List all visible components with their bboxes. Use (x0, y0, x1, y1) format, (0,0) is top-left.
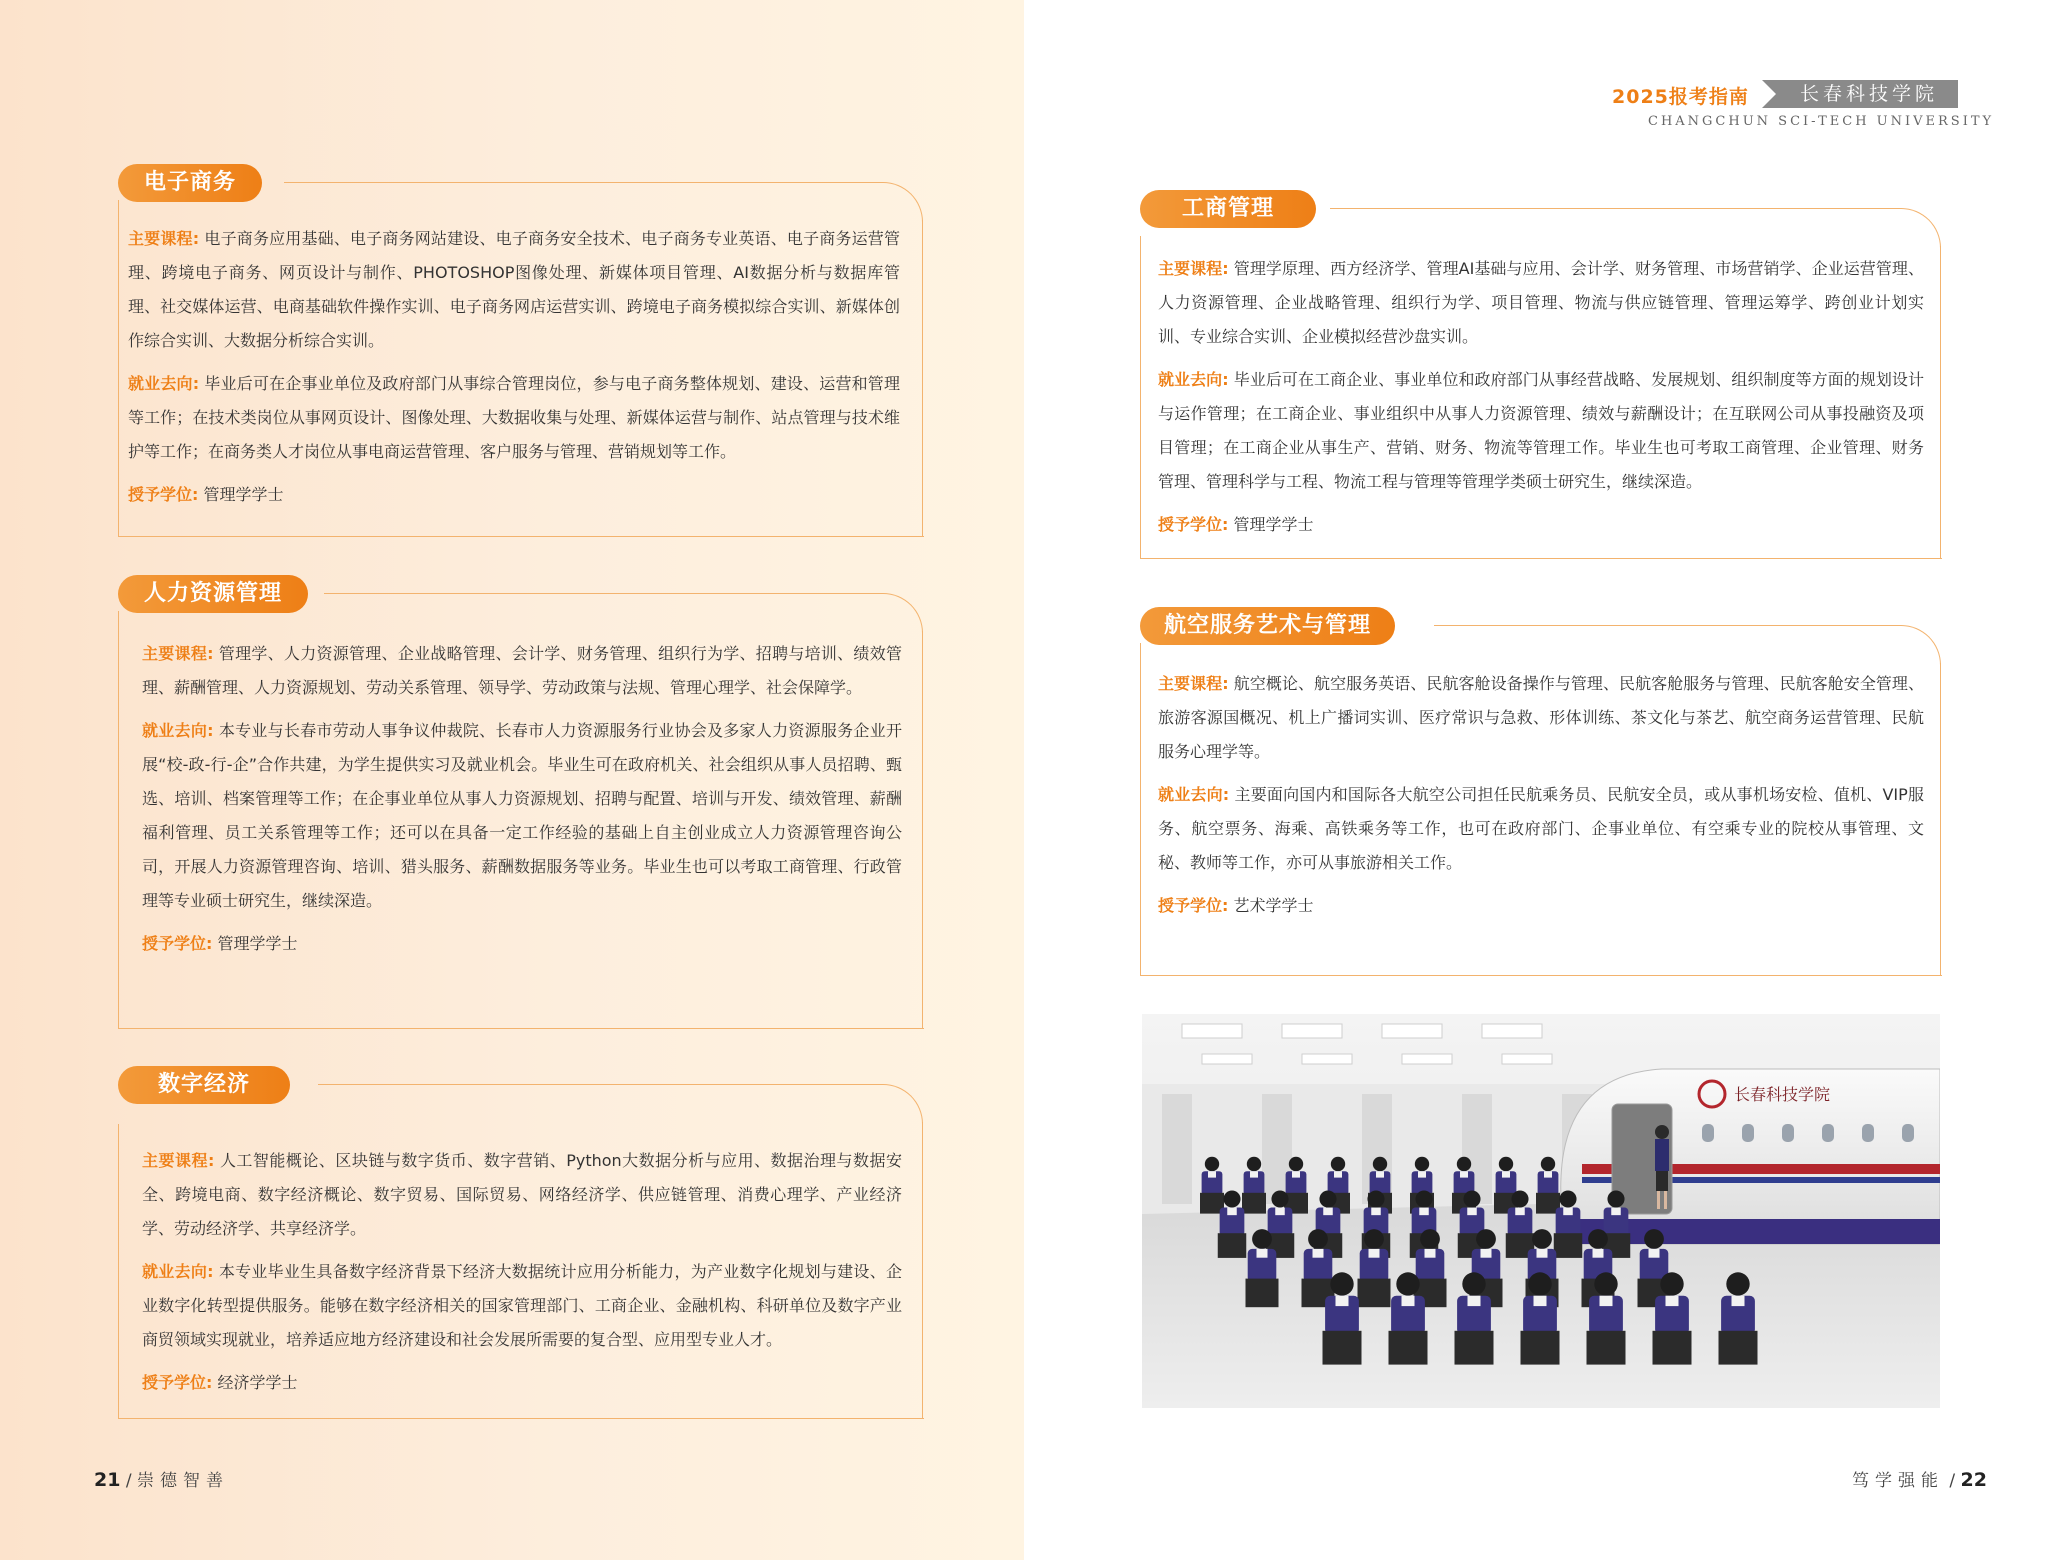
chair (1455, 1331, 1494, 1365)
student-head (1415, 1157, 1429, 1171)
chair (1521, 1331, 1560, 1365)
student-collar (1376, 1171, 1384, 1177)
degree-text: 管理学学士 (217, 934, 298, 953)
career-label: 就业去向: (142, 721, 214, 740)
student-collar (1732, 1296, 1745, 1306)
student-collar (1666, 1296, 1679, 1306)
student-head (1308, 1229, 1328, 1249)
frame-right (922, 631, 923, 1028)
frame-left (1140, 236, 1141, 558)
frame-bottom (118, 1028, 924, 1029)
student-collar (1502, 1171, 1510, 1177)
major-ecommerce (118, 164, 924, 538)
career-text: 毕业后可在企事业单位及政府部门从事综合管理岗位，参与电子商务整体规划、建设、运营和管理等工作；在技术类岗位从事网页设计、图像处理、大数据收集与处理、新媒体运营与制作、站点管理与技术维护等工作；在商务类人才岗位从事电商运营管理、客户服务与管理、营销规划等工作。 (128, 374, 900, 461)
training-scene-illustration (1142, 1014, 1940, 1408)
student-head (1594, 1272, 1617, 1295)
student-collar (1593, 1249, 1604, 1258)
chair (1587, 1331, 1626, 1365)
school-name: 长春科技学院 (1800, 83, 1939, 105)
student-collar (1371, 1208, 1381, 1216)
student-head (1511, 1190, 1528, 1207)
student-head (1607, 1190, 1624, 1207)
student-head (1373, 1157, 1387, 1171)
frame-right (922, 220, 923, 536)
student-collar (1313, 1249, 1324, 1258)
degree-label: 授予学位: (142, 1373, 213, 1392)
student-collar (1369, 1249, 1380, 1258)
courses-label: 主要课程: (1158, 259, 1229, 278)
student-head (1364, 1229, 1384, 1249)
major-title: 航空服务艺术与管理 (1140, 607, 1395, 645)
degree-text: 管理学学士 (1233, 515, 1314, 534)
student-head (1559, 1190, 1576, 1207)
career-label: 就业去向: (142, 1262, 214, 1281)
major-body (1158, 252, 1924, 551)
career-para (142, 1255, 902, 1357)
student-collar (1460, 1171, 1468, 1177)
courses-text: 电子商务应用基础、电子商务网站建设、电子商务安全技术、电子商务专业英语、电子商务运营管理、跨境电子商务、网页设计与制作、PHOTOSHOP图像处理、新媒体项目管理、AI数据分析与数据库管理、社交媒体运营、电商基础软件操作实训、电子商务网店运营实训、跨境电子商务模拟综合实训、新媒体创作综合实训、大数据分析综合实训。 (128, 229, 900, 350)
degree-label: 授予学位: (128, 485, 199, 504)
student-head (1726, 1272, 1749, 1295)
courses-para (142, 637, 902, 705)
career-text: 本专业毕业生具备数字经济背景下经济大数据统计应用分析能力，为产业数字化规划与建设、企业数字化转型提供服务。能够在数字经济相关的国家管理部门、工商企业、金融机构、科研单位及数字产业商贸领域实现就业，培养适应地方经济建设和社会发展所需要的复合型、应用型专业人才。 (142, 1262, 902, 1349)
courses-label: 主要课程: (142, 644, 214, 663)
student-head (1252, 1229, 1272, 1249)
degree-para (142, 1366, 902, 1400)
frame-top (324, 593, 923, 634)
right-motto: 笃学强能 (1852, 1471, 1944, 1491)
courses-text: 管理学、人力资源管理、企业战略管理、会计学、财务管理、组织行为学、招聘与培训、绩效管理、薪酬管理、人力资源规划、劳动关系管理、领导学、劳动政策与法规、管理心理学、社会保障学。 (142, 644, 902, 697)
student-collar (1336, 1296, 1349, 1306)
student-head (1247, 1157, 1261, 1171)
student-collar (1611, 1208, 1621, 1216)
courses-para (128, 222, 900, 358)
student-collar (1467, 1208, 1477, 1216)
student-collar (1534, 1296, 1547, 1306)
student-head (1396, 1272, 1419, 1295)
chair (1653, 1331, 1692, 1365)
degree-text: 经济学学士 (217, 1373, 298, 1392)
student-head (1420, 1229, 1440, 1249)
career-text: 本专业与长春市劳动人事争议仲裁院、长春市人力资源服务行业协会及多家人力资源服务企业开展“校-政-行-企”合作共建，为学生提供实习及就业机会。毕业生可在政府机关、社会组织从事人员招聘、甄选、培训、档案管理等工作；在企事业单位从事人力资源规划、招聘与配置、培训与开发、绩效管理、薪酬福利管理、员工关系管理等工作；还可以在具备一定工作经验的基础上自主创业成立人力资源管理咨询公司，开展人力资源管理咨询、培训、猎头服务、薪酬数据服务等业务。毕业生也可以考取工商管理、行政管理等专业硕士研究生，继续深造。 (142, 721, 902, 910)
career-label: 就业去向: (1158, 785, 1230, 804)
career-label: 就业去向: (1158, 370, 1229, 389)
student-collar (1563, 1208, 1573, 1216)
student-collar (1275, 1208, 1285, 1216)
frame-right (1940, 246, 1941, 558)
student-collar (1544, 1171, 1552, 1177)
chair (1389, 1331, 1428, 1365)
frame-top (318, 1084, 923, 1125)
student-head (1289, 1157, 1303, 1171)
chair (1323, 1331, 1362, 1365)
student-collar (1481, 1249, 1492, 1258)
frame-left (118, 1124, 119, 1418)
student-head (1271, 1190, 1288, 1207)
student-head (1541, 1157, 1555, 1171)
frame-left (118, 611, 119, 1028)
student-head (1660, 1272, 1683, 1295)
student-collar (1425, 1249, 1436, 1258)
degree-text: 管理学学士 (203, 485, 284, 504)
student-head (1588, 1229, 1608, 1249)
frame-right (1940, 663, 1941, 975)
major-title: 电子商务 (118, 164, 262, 202)
frame-bottom (118, 1418, 924, 1419)
frame-left (118, 200, 119, 536)
chair (1242, 1193, 1266, 1214)
degree-para (128, 478, 900, 512)
degree-label: 授予学位: (1158, 896, 1229, 915)
major-body (142, 1144, 902, 1409)
courses-label: 主要课程: (142, 1151, 215, 1170)
chair (1554, 1233, 1583, 1258)
student-collar (1468, 1296, 1481, 1306)
career-para (1158, 363, 1924, 499)
major-aviation (1140, 607, 1942, 977)
chair (1358, 1279, 1391, 1308)
student-head (1223, 1190, 1240, 1207)
student-head (1457, 1157, 1471, 1171)
student-head (1330, 1272, 1353, 1295)
student-collar (1323, 1208, 1333, 1216)
cabin-training-photo (1142, 1014, 1940, 1408)
student-head (1532, 1229, 1552, 1249)
student-collar (1250, 1171, 1258, 1177)
major-body (142, 637, 902, 970)
major-digital-economy (118, 1066, 924, 1420)
major-title: 工商管理 (1140, 190, 1316, 228)
career-para (1158, 778, 1924, 880)
degree-text: 艺术学学士 (1233, 896, 1314, 915)
courses-para (1158, 667, 1924, 769)
courses-para (1158, 252, 1924, 354)
student-collar (1537, 1249, 1548, 1258)
major-business-admin (1140, 190, 1942, 560)
frame-bottom (1140, 975, 1942, 976)
student-collar (1649, 1249, 1660, 1258)
student-collar (1419, 1208, 1429, 1216)
degree-label: 授予学位: (142, 934, 213, 953)
degree-para (142, 927, 902, 961)
career-para (142, 714, 902, 918)
guide-title: 2025报考指南 (1612, 86, 1749, 108)
student-head (1331, 1157, 1345, 1171)
student-head (1528, 1272, 1551, 1295)
frame-bottom (1140, 558, 1942, 559)
student-head (1367, 1190, 1384, 1207)
plane-logo-text: 长春科技学院 (1734, 1085, 1831, 1104)
degree-para (1158, 508, 1924, 542)
footer-slash: / (1949, 1471, 1956, 1491)
page-number-left: 21 (94, 1469, 121, 1491)
page-number-right: 22 (1960, 1469, 1987, 1491)
courses-text: 管理学原理、西方经济学、管理AI基础与应用、会计学、财务管理、市场营销学、企业运营管理、人力资源管理、企业战略管理、组织行为学、项目管理、物流与供应链管理、管理运筹学、跨创业计划实训、专业综合实训、企业模拟经营沙盘实训。 (1158, 259, 1924, 346)
chair (1218, 1233, 1247, 1258)
student-collar (1227, 1208, 1237, 1216)
major-body (128, 222, 900, 521)
student-head (1499, 1157, 1513, 1171)
major-title: 人力资源管理 (118, 575, 308, 613)
career-text: 主要面向国内和国际各大航空公司担任民航乘务员、民航安全员，或从事机场安检、值机、VIP服务、航空票务、海乘、高铁乘务等工作，也可在政府部门、企事业单位、有空乘专业的院校从事管理、文秘、教师等工作，亦可从事旅游相关工作。 (1158, 785, 1924, 872)
student-head (1463, 1190, 1480, 1207)
degree-label: 授予学位: (1158, 515, 1229, 534)
courses-para (142, 1144, 902, 1246)
career-text: 毕业后可在工商企业、事业单位和政府部门从事经营战略、发展规划、组织制度等方面的规划设计与运作管理；在工商企业、事业组织中从事人力资源管理、绩效与薪酬设计；在互联网公司从事投融资及项目管理；在工商企业从事生产、营销、财务、物流等管理工作。毕业生也可考取工商管理、企业管理、财务管理、管理科学与工程、物流工程与管理等管理学类硕士研究生，继续深造。 (1158, 370, 1924, 491)
student-head (1476, 1229, 1496, 1249)
left-motto: 崇德智善 (137, 1471, 229, 1491)
chair (1719, 1331, 1758, 1365)
footer-right (1852, 1466, 1987, 1491)
frame-top (1434, 625, 1941, 666)
student-collar (1257, 1249, 1268, 1258)
courses-label: 主要课程: (128, 229, 200, 248)
student-head (1415, 1190, 1432, 1207)
student-head (1644, 1229, 1664, 1249)
footer-slash: / (125, 1471, 132, 1491)
frame-top (1330, 208, 1941, 249)
frame-bottom (118, 536, 924, 537)
career-para (128, 367, 900, 469)
degree-para (1158, 889, 1924, 923)
footer-left (94, 1466, 229, 1491)
major-hr (118, 575, 924, 1030)
student-collar (1208, 1171, 1216, 1177)
student-head (1462, 1272, 1485, 1295)
chair (1246, 1279, 1279, 1308)
courses-text: 航空概论、航空服务英语、民航客舱设备操作与管理、民航客舱服务与管理、民航客舱安全管理、旅游客源国概况、机上广播词实训、医疗常识与急救、形体训练、茶文化与茶艺、航空商务运营管理、民航服务心理学等。 (1158, 674, 1924, 761)
courses-text: 人工智能概论、区块链与数字货币、数字营销、Python大数据分析与应用、数据治理与数据安全、跨境电商、数字经济概论、数字贸易、国际贸易、网络经济学、供应链管理、消费心理学、产业经济学、劳动经济学、共享经济学。 (142, 1151, 902, 1238)
major-title: 数字经济 (118, 1066, 290, 1104)
major-body (1158, 667, 1924, 932)
school-name-en: CHANGCHUN SCI-TECH UNIVERSITY (1648, 114, 1995, 129)
student-collar (1402, 1296, 1415, 1306)
frame-top (284, 182, 923, 223)
frame-right (922, 1122, 923, 1418)
student-collar (1418, 1171, 1426, 1177)
student-collar (1292, 1171, 1300, 1177)
student-collar (1515, 1208, 1525, 1216)
career-label: 就业去向: (128, 374, 200, 393)
student-head (1319, 1190, 1336, 1207)
student-head (1205, 1157, 1219, 1171)
courses-label: 主要课程: (1158, 674, 1229, 693)
frame-left (1140, 643, 1141, 975)
student-collar (1334, 1171, 1342, 1177)
student-collar (1600, 1296, 1613, 1306)
